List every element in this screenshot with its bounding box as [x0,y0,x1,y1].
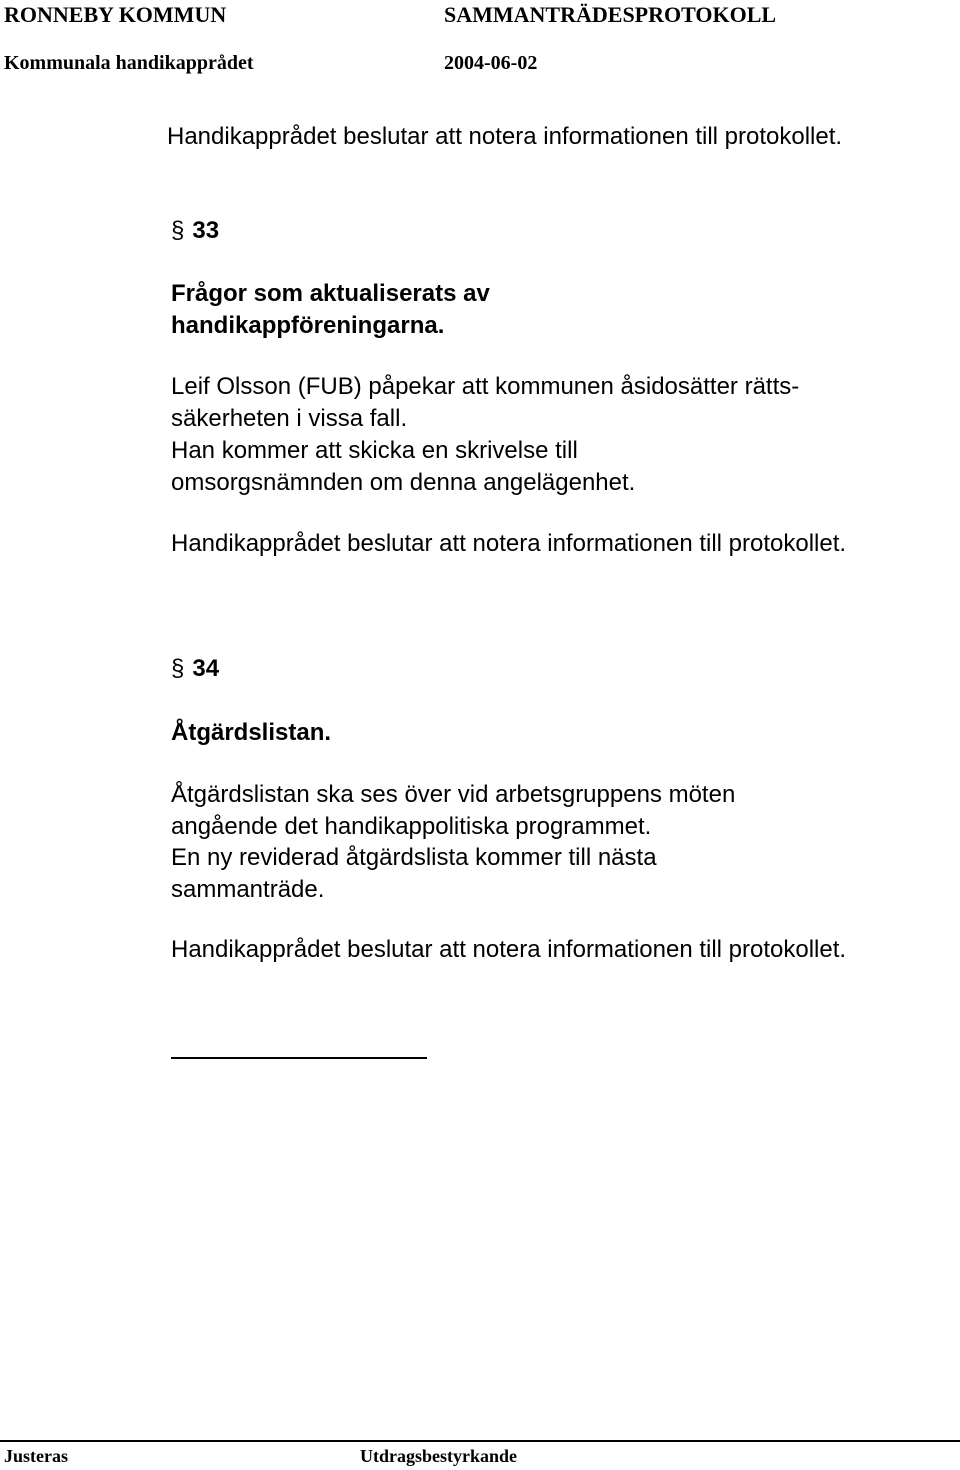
section-33-paragraph-1: Leif Olsson (FUB) påpekar att kommunen åsidosätter rätts- säkerheten i vissa fall. [171,373,800,432]
section-title-33: Frågor som aktualiserats av handikappföreningarna. [171,280,490,339]
header-body: Kommunala handikapprådet [4,52,254,74]
footer-justeras: Justeras [4,1446,68,1466]
intro-decision: Handikapprådet beslutar att notera informationen till protokollet. [167,123,843,150]
section-heading-33 [171,215,219,247]
section-34-decision: Handikapprådet beslutar att notera informationen till protokollet. [171,936,847,963]
section-34-paragraph-2: En ny reviderad åtgärdslista kommer till nästa sammanträde. [171,844,657,903]
footer-utdragsbestyrkande: Utdragsbestyrkande [360,1446,518,1466]
footer-divider [0,1440,960,1442]
paragraph-symbol: § [171,217,185,244]
section-34-paragraph-1: Åtgärdslistan ska ses över vid arbetsgruppens möten angående det handikappolitiska programmet. [171,781,736,840]
section-33-paragraph-2: Han kommer att skicka en skrivelse till omsorgsnämnden om denna angelägenhet. [171,437,636,496]
section-title-34: Åtgärdslistan. [171,719,332,746]
section-number: 34 [192,655,220,682]
header-doc-type: SAMMANTRÄDESPROTOKOLL [444,2,777,27]
signature-line [171,1057,427,1059]
section-33-decision: Handikapprådet beslutar att notera informationen till protokollet. [171,530,847,557]
paragraph-symbol: § [171,655,185,682]
section-number: 33 [192,217,220,244]
section-heading-34 [171,653,219,685]
header-date: 2004-06-02 [444,52,538,74]
header-org: RONNEBY KOMMUN [4,2,227,27]
